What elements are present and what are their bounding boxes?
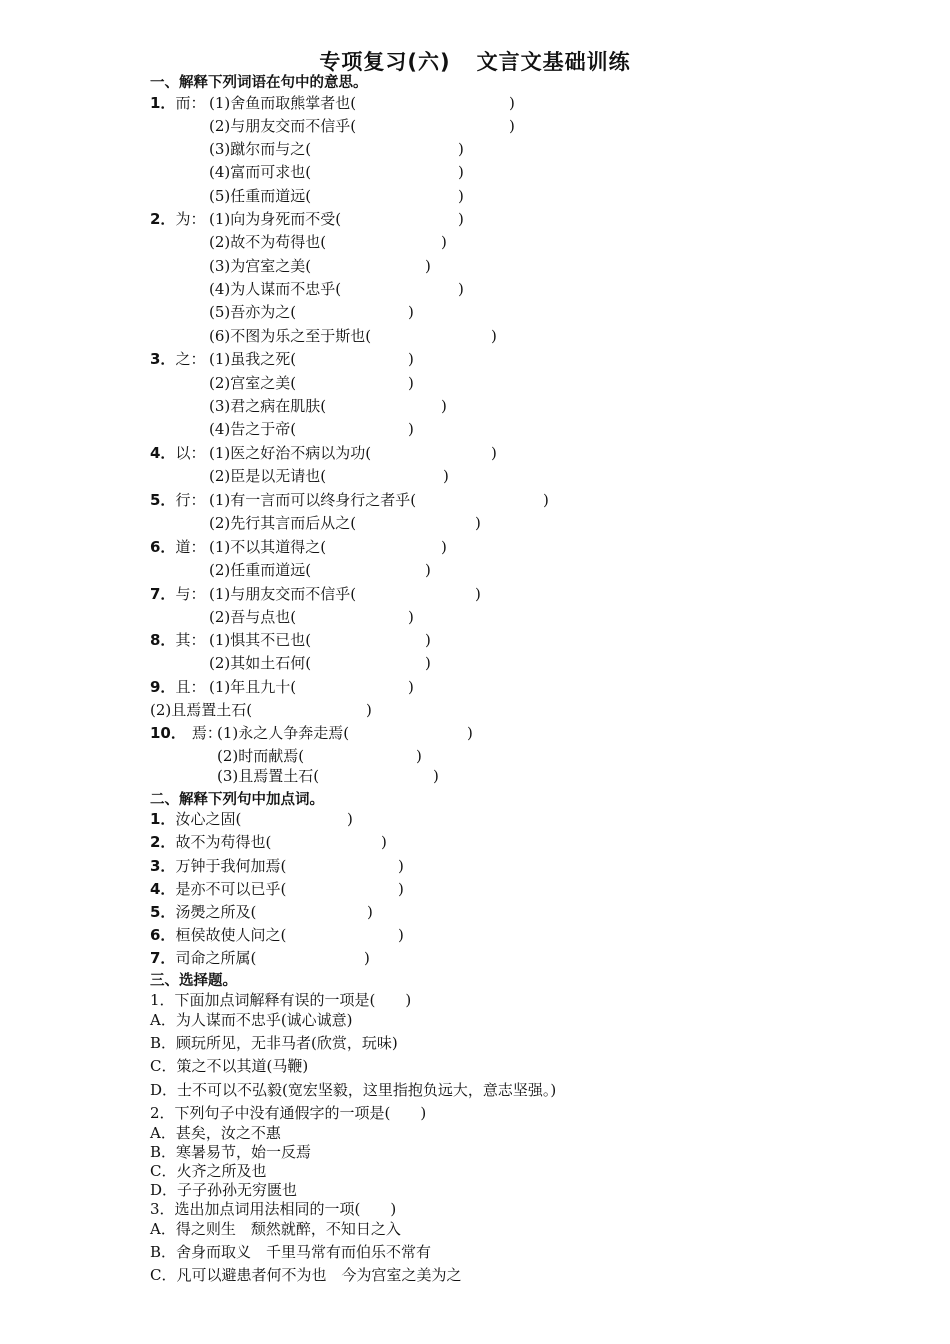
q1-option-b: B．顾玩所见，无非马者(欣赏，玩味) (150, 1034, 398, 1052)
answer-close: ) (433, 767, 439, 785)
s1-item2-line5: (5)吾亦为之( (209, 303, 297, 321)
s1-item7-line1: (1)与朋友交而不信乎( (209, 585, 357, 603)
s1-item10-line2: (2)时而献焉( (217, 747, 305, 765)
item-number: 9． (150, 678, 176, 696)
s1-item10-line3: (3)且焉置土石( (217, 767, 320, 785)
answer-close: ) (425, 561, 431, 579)
item-number: 10． (150, 724, 186, 742)
q2-option-c: C．火齐之所及也 (150, 1162, 267, 1180)
s1-item2-line3: (3)为宫室之美( (209, 257, 312, 275)
answer-close: ) (475, 585, 481, 603)
s1-item2-line2: (2)故不为苟得也( (209, 233, 327, 251)
q2-option-a: A．甚矣，汝之不惠 (150, 1124, 281, 1142)
item-word: 之： (175, 350, 206, 368)
s1-item5-header (150, 491, 205, 509)
q3-option-b: B．舍身而取义 千里马常有而伯乐不常有 (150, 1243, 432, 1261)
s2-item2 (150, 833, 271, 851)
q2-option-d: D．子子孙孙无穷匮也 (150, 1181, 298, 1199)
item-number: 4． (150, 444, 176, 462)
item-word: 其： (175, 631, 206, 649)
answer-close: ) (366, 701, 372, 719)
answer-close: ) (491, 327, 497, 345)
answer-close: ) (425, 654, 431, 672)
s1-item7-line2: (2)吾与点也( (209, 608, 297, 626)
section3-heading: 三、选择题。 (150, 973, 237, 989)
answer-close: ) (441, 397, 447, 415)
s2-item4 (150, 880, 286, 898)
answer-close: ) (458, 140, 464, 158)
s1-item9-header (150, 678, 205, 696)
item-word: 焉： (191, 724, 222, 742)
answer-close: ) (441, 538, 447, 556)
s1-item1-header (150, 94, 205, 112)
s1-item7-header (150, 585, 205, 603)
item-word: 且： (175, 678, 206, 696)
item-text: 汤爂之所及( (175, 903, 257, 921)
s1-item8-header (150, 631, 205, 649)
item-word: 与： (175, 585, 206, 603)
item-text: 司命之所属( (175, 949, 257, 967)
answer-close: ) (381, 833, 387, 851)
answer-close: ) (408, 420, 414, 438)
answer-close: ) (458, 280, 464, 298)
answer-close: ) (398, 857, 404, 875)
item-number: 2． (150, 210, 176, 228)
s2-item5 (150, 903, 256, 921)
s2-item3 (150, 857, 286, 875)
s1-item3-header (150, 350, 205, 368)
item-number: 3． (150, 350, 176, 368)
item-text: 万钟于我何加焉( (175, 857, 287, 875)
section1-heading: 一、解释下列词语在句中的意思。 (150, 75, 368, 91)
q3-option-c: C．凡可以避患者何不为也 今为宫室之美为之 (150, 1266, 462, 1284)
item-text: 故不为苟得也( (175, 833, 272, 851)
answer-close: ) (364, 949, 370, 967)
q3-stem: 3．选出加点词用法相同的一项( ) (150, 1200, 397, 1218)
q2-stem: 2．下列句子中没有通假字的一项是( ) (150, 1104, 427, 1122)
answer-close: ) (367, 903, 373, 921)
s2-item6 (150, 926, 286, 944)
item-word: 而： (175, 94, 206, 112)
answer-close: ) (491, 444, 497, 462)
q3-option-a: A．得之则生 颓然就醉，不知日之入 (150, 1220, 401, 1238)
s1-item6-line1: (1)不以其道得之( (209, 538, 327, 556)
item-number: 3． (150, 857, 176, 875)
s2-item1 (150, 810, 241, 828)
s1-item10-header (150, 724, 222, 742)
s1-item6-line2: (2)任重而道远( (209, 561, 312, 579)
s1-item1-line5: (5)任重而道远( (209, 187, 312, 205)
s1-item2-line6: (6)不图为乐之至于斯也( (209, 327, 372, 345)
item-number: 4． (150, 880, 176, 898)
page-title (0, 46, 950, 76)
item-number: 7． (150, 585, 176, 603)
item-number: 1． (150, 810, 176, 828)
s1-item10-line1: (1)永之人争奔走焉( (217, 724, 350, 742)
answer-close: ) (408, 608, 414, 626)
title-main: 专项复习(六) (319, 50, 451, 74)
answer-close: ) (458, 187, 464, 205)
s1-item3-line4: (4)告之于帝( (209, 420, 297, 438)
answer-close: ) (443, 467, 449, 485)
s1-item9-line2: (2)且焉置土石( (150, 701, 253, 719)
answer-close: ) (416, 747, 422, 765)
s1-item8-line1: (1)惧其不已也( (209, 631, 312, 649)
s1-item4-header (150, 444, 205, 462)
item-word: 道： (175, 538, 206, 556)
item-word: 以： (175, 444, 206, 462)
answer-close: ) (475, 514, 481, 532)
item-text: 是亦不可以已乎( (175, 880, 287, 898)
s2-item7 (150, 949, 256, 967)
s1-item4-line1: (1)医之好治不病以为功( (209, 444, 372, 462)
q1-option-c: C．策之不以其道(马鞭) (150, 1057, 309, 1075)
answer-close: ) (509, 117, 515, 135)
q1-option-d: D．士不可以不弘毅(宽宏坚毅，这里指抱负远大，意志坚强。) (150, 1081, 557, 1099)
s1-item2-line4: (4)为人谋而不忠乎( (209, 280, 342, 298)
s1-item6-header (150, 538, 205, 556)
s1-item1-line4: (4)富而可求也( (209, 163, 312, 181)
answer-close: ) (398, 926, 404, 944)
title-sub: 文言文基础训练 (476, 50, 631, 74)
answer-close: ) (408, 374, 414, 392)
item-word: 为： (175, 210, 206, 228)
item-number: 6． (150, 538, 176, 556)
s1-item5-line2: (2)先行其言而后从之( (209, 514, 357, 532)
item-number: 2． (150, 833, 176, 851)
answer-close: ) (458, 210, 464, 228)
section2-heading: 二、解释下列句中加点词。 (150, 792, 324, 808)
answer-close: ) (408, 350, 414, 368)
answer-close: ) (408, 678, 414, 696)
item-number: 5． (150, 491, 176, 509)
item-text: 汝心之固( (175, 810, 242, 828)
answer-close: ) (347, 810, 353, 828)
q2-option-b: B．寒暑易节，始一反焉 (150, 1143, 312, 1161)
answer-close: ) (425, 257, 431, 275)
s1-item2-header (150, 210, 205, 228)
answer-close: ) (408, 303, 414, 321)
s1-item3-line3: (3)君之病在肌肤( (209, 397, 327, 415)
item-number: 1． (150, 94, 176, 112)
answer-close: ) (398, 880, 404, 898)
s1-item4-line2: (2)臣是以无请也( (209, 467, 327, 485)
item-text: 桓侯故使人问之( (175, 926, 287, 944)
item-number: 8． (150, 631, 176, 649)
s1-item1-line1: (1)舍鱼而取熊掌者也( (209, 94, 357, 112)
s1-item5-line1: (1)有一言而可以终身行之者乎( (209, 491, 417, 509)
item-word: 行： (175, 491, 206, 509)
s1-item1-line2: (2)与朋友交而不信乎( (209, 117, 357, 135)
answer-close: ) (441, 233, 447, 251)
q1-stem: 1．下面加点词解释有误的一项是( ) (150, 991, 412, 1009)
answer-close: ) (509, 94, 515, 112)
answer-close: ) (543, 491, 549, 509)
item-number: 6． (150, 926, 176, 944)
answer-close: ) (458, 163, 464, 181)
q1-option-a: A．为人谋而不忠乎(诚心诚意) (150, 1011, 353, 1029)
answer-close: ) (467, 724, 473, 742)
item-number: 7． (150, 949, 176, 967)
answer-close: ) (425, 631, 431, 649)
s1-item9-line1: (1)年且九十( (209, 678, 297, 696)
s1-item8-line2: (2)其如土石何( (209, 654, 312, 672)
s1-item3-line1: (1)虽我之死( (209, 350, 297, 368)
s1-item3-line2: (2)宫室之美( (209, 374, 297, 392)
s1-item1-line3: (3)蹴尔而与之( (209, 140, 312, 158)
s1-item2-line1: (1)向为身死而不受( (209, 210, 342, 228)
item-number: 5． (150, 903, 176, 921)
